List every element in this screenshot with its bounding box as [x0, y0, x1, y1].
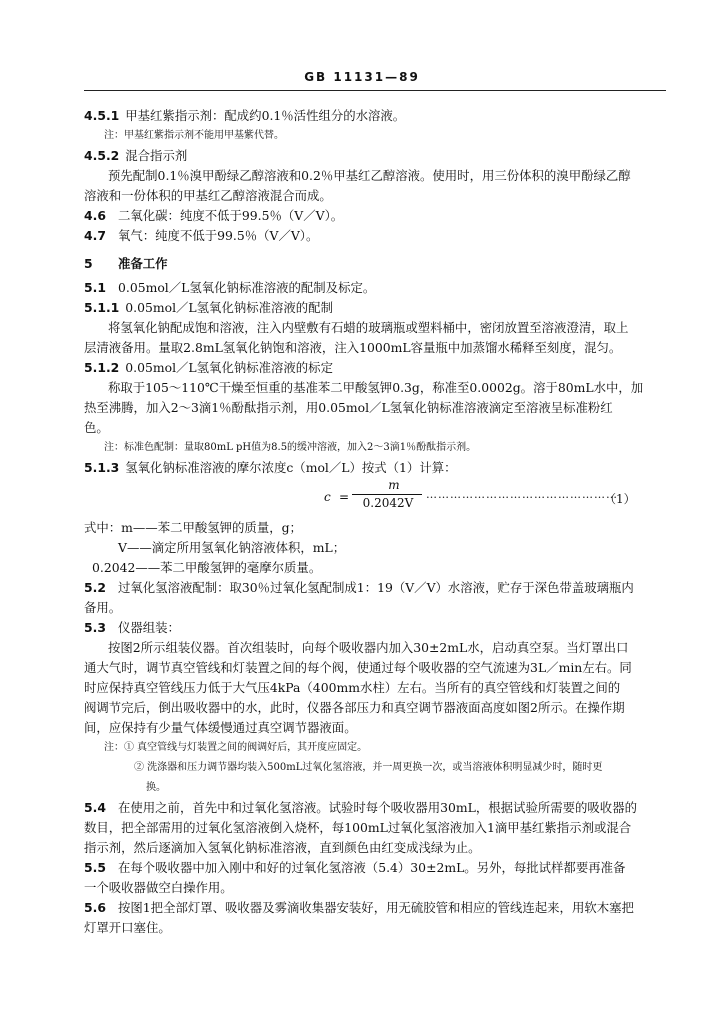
clause-number: 5.3: [84, 620, 106, 635]
formula-leader-dots: …………………………………………: [426, 488, 618, 501]
clause-text: 氢氧化钠标准溶液的摩尔浓度c（mol／L）按式（1）计算：: [125, 460, 457, 475]
clause-number: 4.5.2: [84, 148, 120, 163]
clause-number: 4.6: [84, 208, 106, 223]
paragraph-line: 备用。: [84, 600, 122, 615]
formula-lhs: c: [324, 490, 331, 504]
clause-text: 二氧化碳：纯度不低于99.5％（V／V）。: [118, 208, 344, 223]
paragraph-line: 层清液备用。量取2.8mL氢氧化钠饱和溶液，注入1000mL容量瓶中加蒸馏水稀释至刻度，混匀。: [84, 340, 622, 355]
clause-5-4: [84, 798, 664, 818]
where-line: 0.2042——苯二甲酸氢钾的毫摩尔质量。: [92, 560, 322, 575]
standard-code-header: GB 11131—89: [304, 70, 420, 84]
paragraph-line: 热至沸腾，加入2～3滴1％酚酞指示剂，用0.05mol／L氢氧化钠标准溶液滴定至溶液呈标准粉红: [84, 400, 613, 415]
where-line: V——滴定所用氢氧化钠溶液体积，mL；: [118, 540, 346, 555]
clause-text: 在使用之前，首先中和过氧化氢溶液。试验时每个吸收器用30mL，根据试验所需要的吸收器的: [118, 800, 637, 815]
paragraph-line: 指示剂，然后逐滴加入氢氧化钠标准溶液，直到颜色由红变成浅绿为止。: [84, 840, 481, 855]
section-5-heading: [84, 254, 664, 274]
paragraph-line: 溶液和一份体积的甲基红乙醇溶液混合而成。: [84, 188, 332, 203]
paragraph-line: 色。: [84, 420, 109, 435]
paragraph-line: 称取于105～110℃干燥至恒重的基准苯二甲酸氢钾0.3g，称准至0.0002g。溶于80mL水中，加: [108, 380, 644, 395]
paragraph-line: 时应保持真空管线压力低于大气压4kPa（400mm水柱）左右。当所有的真空管线和灯装置之间的: [84, 680, 621, 695]
paragraph-line: 按图2所示组装仪器。首次组装时，向每个吸收器内加入30±2mL水，启动真空泵。当灯罩出口: [108, 640, 629, 655]
clause-number: 5.4: [84, 800, 106, 815]
clause-4-5-2: [84, 146, 664, 166]
clause-text: 0.05mol／L氢氧化钠标准溶液的标定: [125, 360, 333, 375]
clause-text: 仪器组装：: [118, 620, 180, 635]
clause-text: 在每个吸收器中加入刚中和好的过氧化氢溶液（5.4）30±2mL。另外，每批试样都要再准备: [118, 860, 626, 875]
clause-5-2: [84, 578, 664, 598]
clause-text: 混合指示剂: [125, 148, 188, 163]
clause-5-1-2: [84, 358, 664, 378]
note: 注：甲基红紫指示剂不能用甲基紫代替。: [104, 130, 284, 141]
clause-number: 5.1: [84, 280, 106, 295]
clause-5-1-1: [84, 298, 664, 318]
clause-text: 0.05mol／L氢氧化钠标准溶液的配制: [125, 300, 333, 315]
formula-denominator: 0.2042V: [362, 496, 414, 510]
clause-text: 0.05mol／L氢氧化钠标准溶液的配制及标定。: [118, 280, 376, 295]
formula-numerator: m: [388, 478, 400, 492]
paragraph-line: 间，应保持有少量气体缓慢通过真空调节器液面。: [84, 720, 357, 735]
clause-number: 5.2: [84, 580, 106, 595]
paragraph-line: 灯罩开口塞住。: [84, 920, 171, 935]
clause-number: 5.1.2: [84, 360, 120, 375]
paragraph-line: 通大气时，调节真空管线和灯装置之间的每个阀，使通过每个吸收器的空气流速为3L／min左右。同: [84, 660, 632, 675]
section-title: 准备工作: [118, 256, 168, 271]
note: 换。: [146, 782, 166, 793]
formula-equals: =: [339, 490, 350, 504]
note: 注：标准色配制：量取80mL pH值为8.5的缓冲溶液，加入2～3滴1％酚酞指示剂。: [104, 442, 477, 453]
clause-5-3: [84, 618, 664, 638]
formula-number: （1）: [604, 492, 636, 506]
clause-4-6: [84, 206, 664, 226]
paragraph-line: 将氢氧化钠配成饱和溶液，注入内壁敷有石蜡的玻璃瓶或塑料桶中，密闭放置至溶液澄清，取上: [108, 320, 629, 335]
clause-text: 过氧化氢溶液配制：取30％过氧化氢配制成1：19（V／V）水溶液，贮存于深色带盖玻璃瓶内: [118, 580, 634, 595]
clause-number: 4.5.1: [84, 108, 120, 123]
clause-number: 5.5: [84, 860, 106, 875]
paragraph-line: 预先配制0.1％溴甲酚绿乙醇溶液和0.2％甲基红乙醇溶液。使用时，用三份体积的溴甲酚绿乙醇: [108, 168, 631, 183]
clause-5-1-3: [84, 458, 664, 478]
header-rule: [84, 90, 666, 91]
clause-number: 4.7: [84, 228, 106, 243]
clause-text: 按图1把全部灯罩、吸收器及雾滴收集器安装好，用无硫胶管和相应的管线连起来，用软木塞把: [118, 900, 634, 915]
clause-4-7: [84, 226, 664, 246]
note: 注：① 真空管线与灯装置之间的阀调好后，其开度应固定。: [104, 742, 368, 753]
clause-number: 5.1.1: [84, 300, 120, 315]
where-line: 式中：m——苯二甲酸氢钾的质量，g；: [84, 520, 302, 535]
clause-4-5-1: [84, 106, 664, 126]
note: ② 洗涤器和压力调节器均装入500mL过氧化氢溶液，并一周更换一次，或当溶液体积明显减少时，随时更: [134, 762, 603, 773]
paragraph-line: 阀调节完后，倒出吸收器中的水，此时，仪器各部压力和真空调节器液面高度如图2所示。在操作期: [84, 700, 625, 715]
clause-text: 甲基红紫指示剂：配成约0.1％活性组分的水溶液。: [125, 108, 406, 123]
section-number: 5: [84, 256, 93, 271]
formula-1: [84, 478, 664, 518]
clause-number: 5.1.3: [84, 460, 120, 475]
paragraph-line: 数目，把全部需用的过氧化氢溶液倒入烧杯，每100mL过氧化氢溶液加入1滴甲基红紫指示剂或混合: [84, 820, 632, 835]
clause-text: 氧气：纯度不低于99.5％（V／V）。: [118, 228, 319, 243]
clause-5-6: [84, 898, 664, 918]
clause-number: 5.6: [84, 900, 106, 915]
document-body: [84, 106, 664, 938]
fraction-bar: [352, 494, 422, 495]
paragraph-line: 一个吸收器做空白操作用。: [84, 880, 233, 895]
clause-5-5: [84, 858, 664, 878]
clause-5-1: [84, 278, 664, 298]
